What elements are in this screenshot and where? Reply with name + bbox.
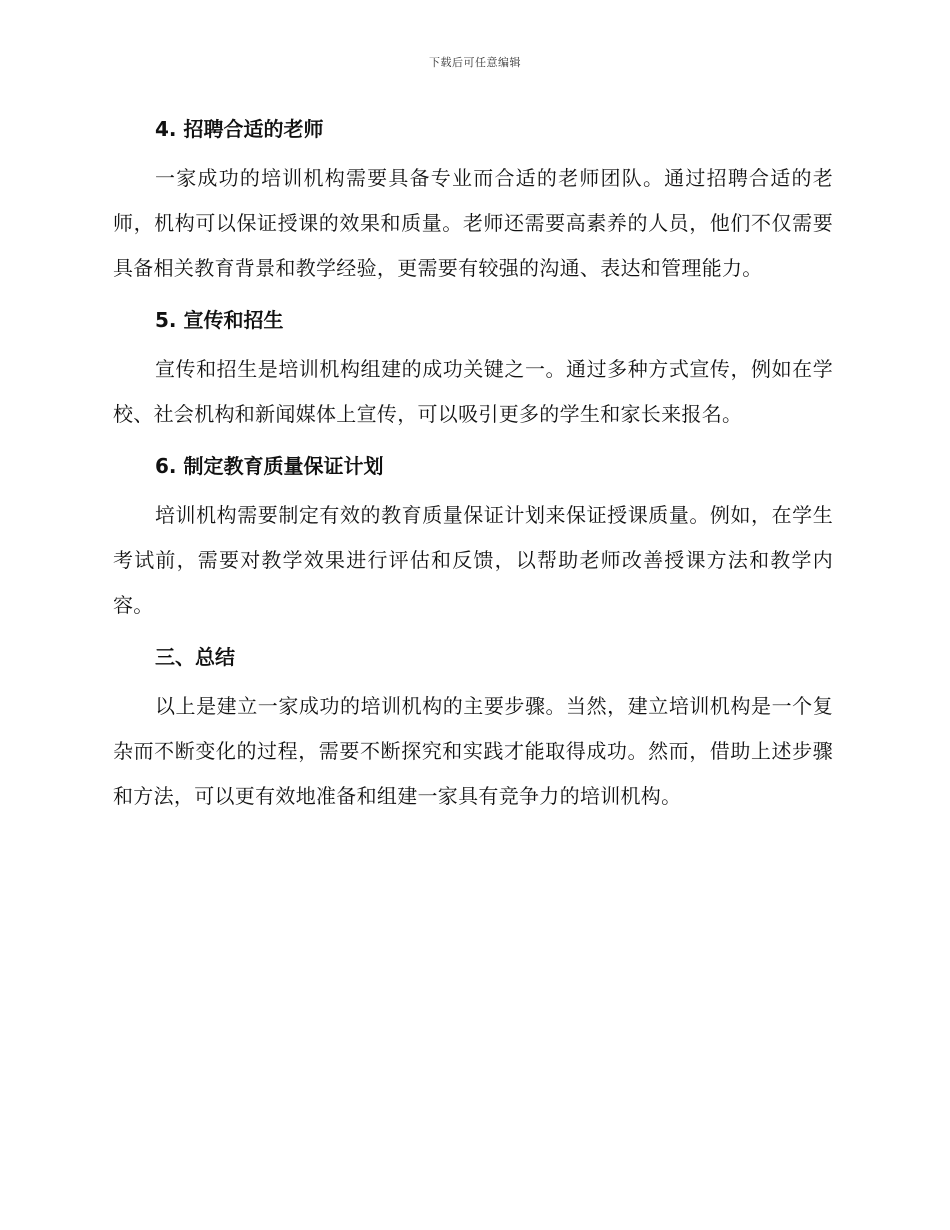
- section-heading-summary: 三、总结: [155, 645, 235, 669]
- section-paragraph-promotion: 宣传和招生是培训机构组建的成功关键之一。通过多种方式宣传，例如在学校、社会机构和新闻媒体上宣传，可以吸引更多的学生和家长来报名。: [113, 357, 833, 426]
- page-header-note: 下载后可任意编辑: [429, 56, 521, 69]
- section-heading-teachers: 4. 招聘合适的老师: [155, 117, 324, 141]
- section-paragraph-teachers: 一家成功的培训机构需要具备专业而合适的老师团队。通过招聘合适的老师，机构可以保证授课的效果和质量。老师还需要高素养的人员，他们不仅需要具备相关教育背景和教学经验，更需要有较强的沟通、表达和管理能力。: [113, 166, 833, 280]
- section-heading-quality-plan: 6. 制定教育质量保证计划: [155, 454, 384, 478]
- section-paragraph-summary: 以上是建立一家成功的培训机构的主要步骤。当然，建立培训机构是一个复杂而不断变化的过程，需要不断探究和实践才能取得成功。然而，借助上述步骤和方法，可以更有效地准备和组建一家具有竞争力的培训机构。: [113, 694, 833, 808]
- document-body: [113, 112, 833, 831]
- section-paragraph-quality-plan: 培训机构需要制定有效的教育质量保证计划来保证授课质量。例如，在学生考试前，需要对教学效果进行评估和反馈，以帮助老师改善授课方法和教学内容。: [113, 503, 833, 617]
- section-heading-promotion: 5. 宣传和招生: [155, 308, 284, 332]
